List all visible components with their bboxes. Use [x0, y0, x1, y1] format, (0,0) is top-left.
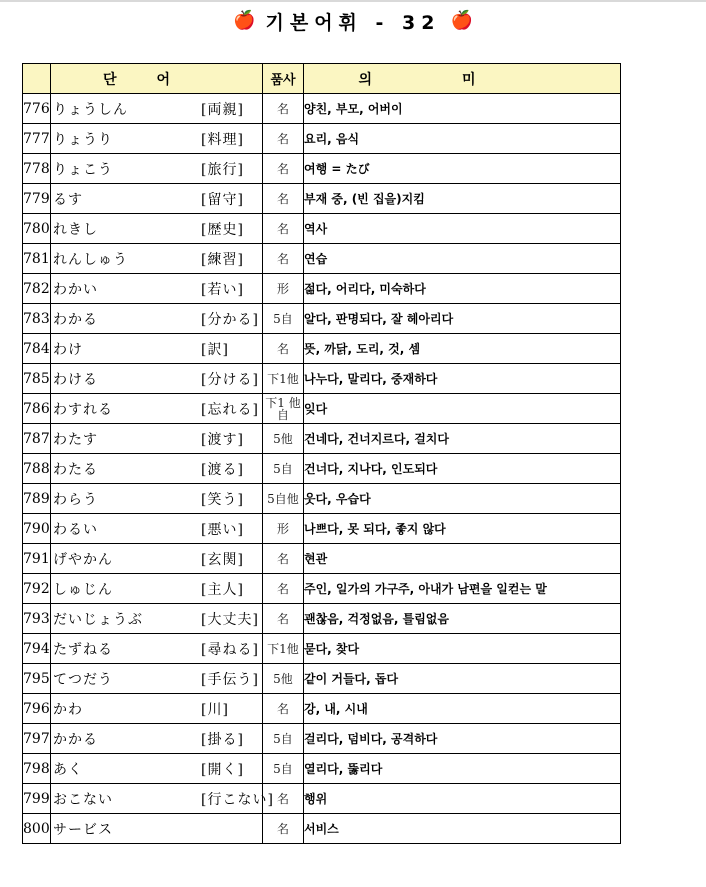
word-cell: [51, 814, 263, 844]
word-cell: [51, 514, 263, 544]
header-meaning: 의미: [304, 64, 621, 94]
header-word: 단어: [51, 64, 263, 94]
word-reading: れんしゅう: [53, 251, 128, 268]
meaning-cell: 알다, 판명되다, 잘 헤아리다: [304, 304, 621, 334]
word-cell: [51, 394, 263, 424]
word-reading: しゅじん: [53, 581, 113, 598]
row-number: 779: [23, 184, 51, 214]
meaning-cell: 부재 중, (빈 집을)지킴: [304, 184, 621, 214]
table-row: [23, 334, 621, 364]
word-reading: わすれる: [53, 401, 113, 418]
part-of-speech: 名: [263, 244, 304, 274]
word-reading: あく: [53, 761, 83, 778]
word-kanji: [開く]: [201, 761, 244, 778]
meaning-cell: 건너다, 지나다, 인도되다: [304, 454, 621, 484]
meaning-cell: 요리, 음식: [304, 124, 621, 154]
row-number: 784: [23, 334, 51, 364]
table-row: [23, 814, 621, 844]
apple-icon-left: 🍎: [233, 10, 256, 31]
meaning-cell: 행위: [304, 784, 621, 814]
word-cell: [51, 544, 263, 574]
word-kanji: [料理]: [201, 131, 244, 148]
meaning-cell: 같이 거들다, 돕다: [304, 664, 621, 694]
part-of-speech: 下1 他自: [263, 394, 304, 424]
word-kanji: [忘れる]: [201, 401, 259, 418]
row-number: 786: [23, 394, 51, 424]
word-cell: [51, 454, 263, 484]
table-row: [23, 274, 621, 304]
header-number: [23, 64, 51, 94]
table-row: [23, 484, 621, 514]
part-of-speech: 名: [263, 604, 304, 634]
word-cell: [51, 694, 263, 724]
word-kanji: [渡る]: [201, 461, 244, 478]
header-row: [23, 64, 621, 94]
word-cell: [51, 334, 263, 364]
word-kanji: [主人]: [201, 581, 244, 598]
row-number: 798: [23, 754, 51, 784]
table-row: [23, 514, 621, 544]
word-cell: [51, 364, 263, 394]
row-number: 788: [23, 454, 51, 484]
table-row: [23, 424, 621, 454]
meaning-cell: 양친, 부모, 어버이: [304, 94, 621, 124]
word-reading: れきし: [53, 221, 98, 238]
word-cell: [51, 754, 263, 784]
word-cell: [51, 664, 263, 694]
meaning-cell: 여행 = たび: [304, 154, 621, 184]
table-row: [23, 544, 621, 574]
table-row: [23, 694, 621, 724]
word-kanji: [渡す]: [201, 431, 244, 448]
word-cell: [51, 214, 263, 244]
table-row: [23, 454, 621, 484]
table-body: [23, 94, 621, 844]
title-text: 기본어휘 - 32: [265, 11, 441, 34]
word-cell: [51, 124, 263, 154]
row-number: 781: [23, 244, 51, 274]
word-cell: [51, 634, 263, 664]
word-reading: げやかん: [53, 551, 113, 568]
row-number: 789: [23, 484, 51, 514]
part-of-speech: 5自: [263, 454, 304, 484]
row-number: 776: [23, 94, 51, 124]
word-reading: わたる: [53, 461, 98, 478]
table-row: [23, 604, 621, 634]
table-row: [23, 754, 621, 784]
word-kanji: [手伝う]: [201, 671, 259, 688]
part-of-speech: 名: [263, 574, 304, 604]
part-of-speech: 名: [263, 784, 304, 814]
word-reading: わらう: [53, 491, 98, 508]
row-number: 778: [23, 154, 51, 184]
row-number: 796: [23, 694, 51, 724]
row-number: 782: [23, 274, 51, 304]
word-kanji: [大丈夫]: [201, 611, 259, 628]
row-number: 800: [23, 814, 51, 844]
row-number: 799: [23, 784, 51, 814]
word-cell: [51, 724, 263, 754]
meaning-cell: 역사: [304, 214, 621, 244]
row-number: 797: [23, 724, 51, 754]
row-number: 783: [23, 304, 51, 334]
word-reading: りょうしん: [53, 101, 128, 118]
word-kanji: [旅行]: [201, 161, 244, 178]
word-kanji: [川]: [201, 701, 229, 718]
word-kanji: [分ける]: [201, 371, 259, 388]
part-of-speech: 5自: [263, 304, 304, 334]
row-number: 793: [23, 604, 51, 634]
part-of-speech: 名: [263, 214, 304, 244]
row-number: 791: [23, 544, 51, 574]
meaning-cell: 나누다, 말리다, 중재하다: [304, 364, 621, 394]
word-reading: おこない: [53, 791, 113, 808]
word-cell: [51, 94, 263, 124]
word-reading: りょうり: [53, 131, 113, 148]
word-cell: [51, 304, 263, 334]
part-of-speech: 5他: [263, 664, 304, 694]
part-of-speech: 下1他: [263, 364, 304, 394]
word-reading: わかい: [53, 281, 98, 298]
word-cell: [51, 604, 263, 634]
word-reading: わかる: [53, 311, 98, 328]
top-divider: [0, 0, 706, 2]
table-row: [23, 124, 621, 154]
word-cell: [51, 154, 263, 184]
vocabulary-table: [22, 63, 621, 844]
word-reading: てつだう: [53, 671, 113, 688]
part-of-speech: 5自: [263, 724, 304, 754]
meaning-cell: 묻다, 찾다: [304, 634, 621, 664]
row-number: 780: [23, 214, 51, 244]
table-row: [23, 94, 621, 124]
table-row: [23, 784, 621, 814]
part-of-speech: 名: [263, 184, 304, 214]
word-reading: わるい: [53, 521, 98, 538]
header-pos: 품사: [263, 64, 304, 94]
row-number: 792: [23, 574, 51, 604]
meaning-cell: 잊다: [304, 394, 621, 424]
part-of-speech: 名: [263, 94, 304, 124]
word-reading: かわ: [53, 701, 83, 718]
word-cell: [51, 184, 263, 214]
meaning-cell: 걸리다, 덤비다, 공격하다: [304, 724, 621, 754]
table-row: [23, 364, 621, 394]
meaning-cell: 주인, 일가의 가구주, 아내가 남편을 일컫는 말: [304, 574, 621, 604]
apple-icon-right: 🍎: [450, 10, 473, 31]
word-kanji: [分かる]: [201, 311, 259, 328]
part-of-speech: 名: [263, 124, 304, 154]
word-reading: わけ: [53, 341, 83, 358]
row-number: 787: [23, 424, 51, 454]
table-row: [23, 394, 621, 424]
meaning-cell: 강, 내, 시내: [304, 694, 621, 724]
word-cell: [51, 484, 263, 514]
word-reading: たずねる: [53, 641, 113, 658]
row-number: 785: [23, 364, 51, 394]
part-of-speech: 名: [263, 154, 304, 184]
meaning-cell: 현관: [304, 544, 621, 574]
part-of-speech: 名: [263, 814, 304, 844]
word-reading: だいじょうぶ: [53, 611, 143, 628]
word-kanji: [行こない]: [201, 791, 274, 808]
part-of-speech: 名: [263, 544, 304, 574]
part-of-speech: 5自他: [263, 484, 304, 514]
word-kanji: [笑う]: [201, 491, 244, 508]
part-of-speech: 形: [263, 274, 304, 304]
meaning-cell: 괜찮음, 걱정없음, 틀림없음: [304, 604, 621, 634]
word-reading: わたす: [53, 431, 98, 448]
word-cell: [51, 244, 263, 274]
word-kanji: [玄関]: [201, 551, 244, 568]
table-row: [23, 154, 621, 184]
word-cell: [51, 274, 263, 304]
row-number: 790: [23, 514, 51, 544]
word-kanji: [練習]: [201, 251, 244, 268]
word-reading: るす: [53, 191, 83, 208]
word-kanji: [留守]: [201, 191, 244, 208]
word-kanji: [掛る]: [201, 731, 244, 748]
table-row: [23, 664, 621, 694]
table-row: [23, 724, 621, 754]
part-of-speech: 形: [263, 514, 304, 544]
word-cell: [51, 424, 263, 454]
meaning-cell: 웃다, 우습다: [304, 484, 621, 514]
word-cell: [51, 784, 274, 814]
meaning-cell: 나쁘다, 못 되다, 좋지 않다: [304, 514, 621, 544]
word-kanji: [尋ねる]: [201, 641, 259, 658]
meaning-cell: 열리다, 뚫리다: [304, 754, 621, 784]
row-number: 777: [23, 124, 51, 154]
word-kanji: [訳]: [201, 341, 229, 358]
word-reading: わける: [53, 371, 98, 388]
table-row: [23, 214, 621, 244]
word-cell: [51, 574, 263, 604]
word-kanji: [悪い]: [201, 521, 244, 538]
word-kanji: [両親]: [201, 101, 244, 118]
part-of-speech: 5自: [263, 754, 304, 784]
word-reading: サービス: [53, 821, 113, 838]
table-row: [23, 244, 621, 274]
word-kanji: [若い]: [201, 281, 244, 298]
page-title: [0, 6, 706, 36]
word-reading: かかる: [53, 731, 98, 748]
table-row: [23, 574, 621, 604]
row-number: 794: [23, 634, 51, 664]
meaning-cell: 연습: [304, 244, 621, 274]
meaning-cell: 서비스: [304, 814, 621, 844]
part-of-speech: 名: [263, 694, 304, 724]
part-of-speech: 名: [263, 334, 304, 364]
word-kanji: [歴史]: [201, 221, 244, 238]
part-of-speech: 5他: [263, 424, 304, 454]
meaning-cell: 젊다, 어리다, 미숙하다: [304, 274, 621, 304]
row-number: 795: [23, 664, 51, 694]
part-of-speech: 下1他: [263, 634, 304, 664]
word-reading: りょこう: [53, 161, 113, 178]
table-row: [23, 634, 621, 664]
table-row: [23, 304, 621, 334]
table-row: [23, 184, 621, 214]
meaning-cell: 뜻, 까닭, 도리, 것, 셈: [304, 334, 621, 364]
meaning-cell: 건네다, 건너지르다, 걸치다: [304, 424, 621, 454]
